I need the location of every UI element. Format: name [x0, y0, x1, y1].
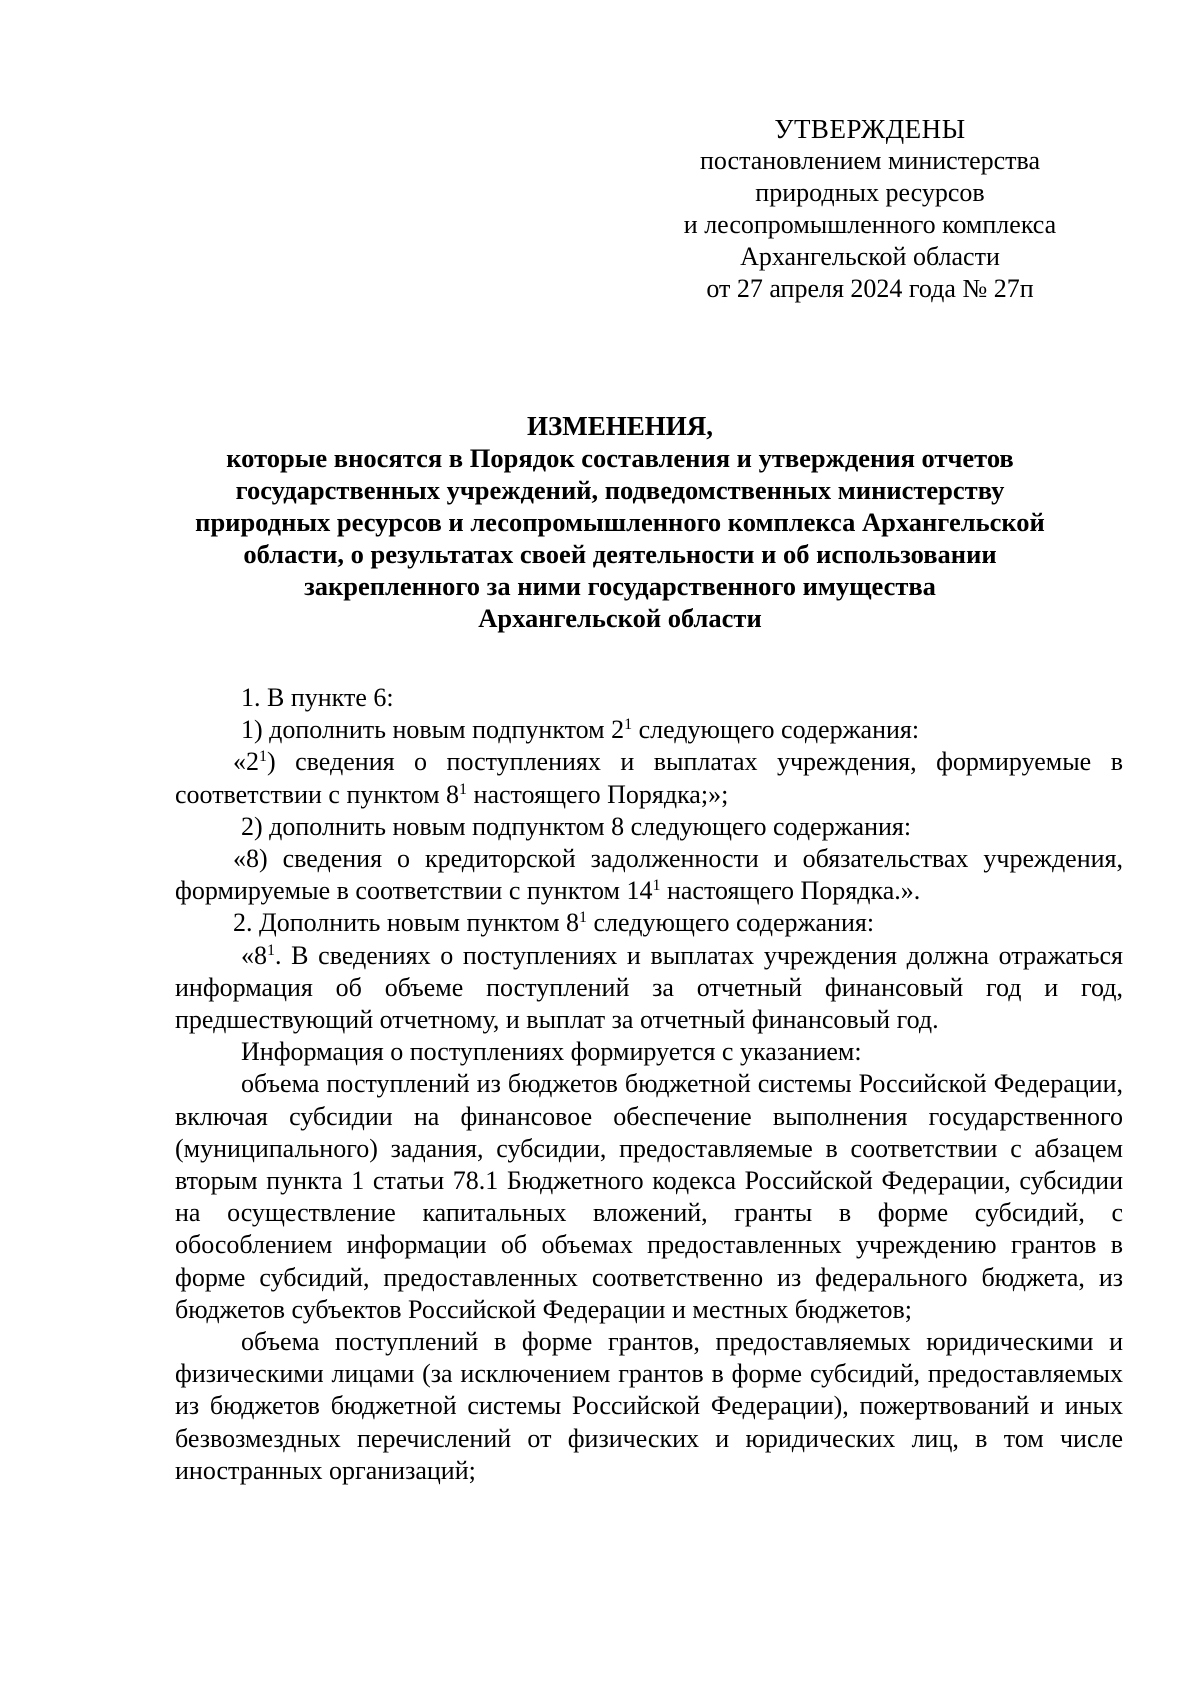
paragraph-quote-8-1: «$8^1$. В сведениях о поступлениях и выплатах учреждения должна отражаться информация об объеме поступлений за отчетный финансовый год и год, предшествующий отчетному, и выплат за отчетный финансовый год.	[175, 940, 1123, 1035]
approval-date-line: от 27 апреля 2024 года № 27п	[706, 274, 1034, 303]
paragraph-grant-receipts: объема поступлений в форме грантов, предоставляемых юридическими и физическими лицами (за исключением грантов в форме субсидий, предоставляемых из бюджетов бюджетной системы Российской Федерации), пожертвований и иных безвозмездных перечислений от физических и юридических лиц, в том числе иностранных организаций;	[175, 1327, 1123, 1485]
paragraph-subitem-2: 2) дополнить новым подпунктом 8 следующего содержания:	[241, 811, 912, 841]
paragraph-quote-2-1: «$2^1$) сведения о поступлениях и выплатах учреждения, формируемые в соответствии с пунктом $8^1$ настоящего Порядка;»;	[175, 747, 1123, 809]
paragraph-item-2: 2. Дополнить новым пунктом $8^1$ следующего содержания:	[233, 908, 875, 938]
document-body	[175, 682, 1123, 1487]
paragraph-quote-8: «8) сведения о кредиторской задолженности и обязательствах учреждения, формируемые в соответствии с пунктом $14^1$ настоящего Порядка.».	[175, 844, 1123, 906]
document-title	[160, 410, 1080, 634]
approval-stamp	[640, 113, 1100, 305]
paragraph-item-1: 1. В пункте 6:	[241, 683, 394, 712]
paragraph-budget-receipts: объема поступлений из бюджетов бюджетной системы Российской Федерации, включая субсидии на финансовое обеспечение выполнения государственного (муниципального) задания, субсидии, предоставляемые в соответствии с абзацем вторым пункта 1 статьи 78.1 Бюджетного кодекса Российской Федерации, субсидии на осуществление капитальных вложений, гранты в форме субсидий, с обособлением информации об объемах предоставленных учреждению грантов в форме субсидий, предоставленных соответственно из федерального бюджета, из бюджетов субъектов Российской Федерации и местных бюджетов;	[175, 1069, 1123, 1324]
approval-line: постановлением министерства	[699, 146, 1041, 175]
title-line: Архангельской области	[478, 603, 762, 633]
paragraph-info-intro: Информация о поступлениях формируется с указанием:	[241, 1037, 862, 1067]
title-heading: ИЗМЕНЕНИЯ,	[526, 411, 713, 441]
paragraph-subitem-1: 1) дополнить новым подпунктом $2^1$ следующего содержания:	[241, 715, 920, 745]
title-line: которые вносятся в Порядок составления и утверждения отчетов	[226, 443, 1014, 473]
approval-line: природных ресурсов	[755, 178, 985, 207]
approval-line: Архангельской области	[740, 242, 1000, 271]
title-line: природных ресурсов и лесопромышленного комплекса Архангельской	[195, 507, 1045, 537]
title-line: государственных учреждений, подведомственных министерству	[235, 475, 1005, 505]
title-line: области, о результатах своей деятельности и об использовании	[243, 539, 997, 569]
title-line: закрепленного за ними государственного имущества	[304, 571, 936, 601]
approval-heading: УТВЕРЖДЕНЫ	[774, 114, 966, 144]
approval-line: и лесопромышленного комплекса	[683, 210, 1057, 239]
